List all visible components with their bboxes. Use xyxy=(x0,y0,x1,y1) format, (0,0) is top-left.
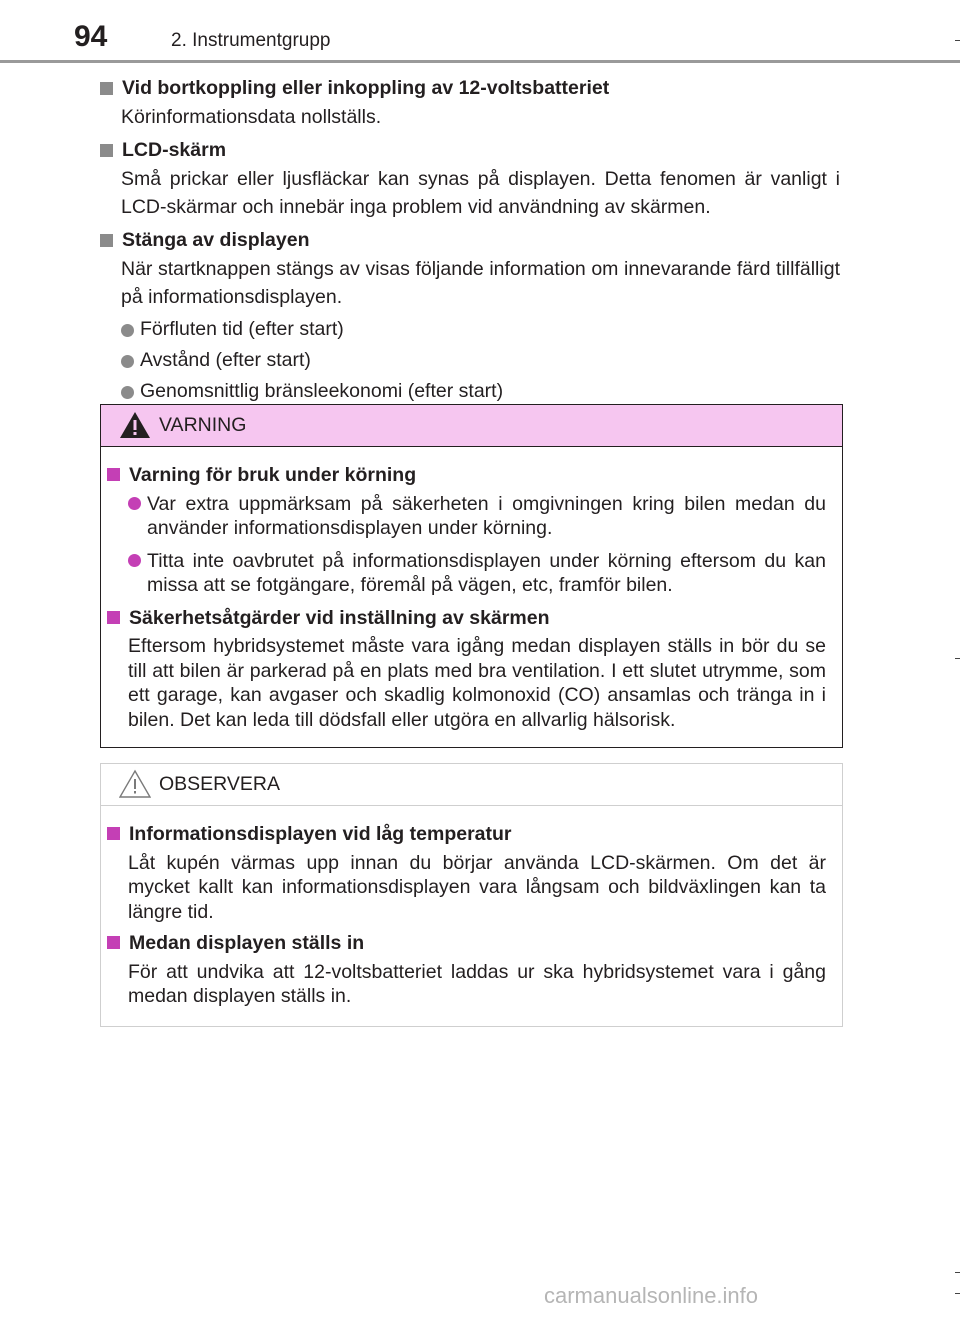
crop-mark xyxy=(955,658,960,659)
square-bullet-icon xyxy=(107,827,120,840)
list-item xyxy=(107,492,826,541)
square-bullet-icon xyxy=(100,234,113,247)
round-bullet-icon xyxy=(128,497,141,510)
warning-item-heading xyxy=(107,463,826,488)
square-bullet-icon xyxy=(100,82,113,95)
crop-mark xyxy=(955,40,960,41)
list-item xyxy=(100,346,840,374)
round-bullet-icon xyxy=(121,355,134,368)
notice-item-heading-text: Medan displayen ställs in xyxy=(129,932,365,954)
warning-item-heading xyxy=(107,606,826,631)
square-bullet-icon xyxy=(107,611,120,624)
section-heading-text: Stänga av displayen xyxy=(122,229,310,251)
list-item xyxy=(100,315,840,343)
section-heading-text: LCD-skärm xyxy=(122,139,227,161)
list-item-text: Förfluten tid (efter start) xyxy=(140,318,344,340)
warning-header xyxy=(101,405,842,447)
warning-item-text: Eftersom hybridsystemet måste vara igång medan displayen ställs in bör du se till att bilen är parkerad på en plats med bra ventilation. I ett slutet utrymme, som ett garage, kan avgaser och skadlig kolmonoxid (CO) ansamlas och tränga in i bilen. Det kan leda till dödsfall eller utgöra en allvarlig hälsorisk. xyxy=(128,635,826,731)
round-bullet-icon xyxy=(121,386,134,399)
section-heading-text: Vid bortkoppling eller inkoppling av 12-voltsbatteriet xyxy=(122,77,610,99)
square-bullet-icon xyxy=(107,936,120,949)
list-item-text: Genomsnittlig bränsleekonomi (efter start) xyxy=(140,380,504,402)
section-heading xyxy=(100,74,840,102)
crop-mark xyxy=(955,1272,960,1273)
notice-item-heading-text: Informationsdisplayen vid låg temperatur xyxy=(129,823,512,845)
warning-item-heading-text: Säkerhetsåtgärder vid inställning av skärmen xyxy=(129,606,550,629)
notice-item-text: Låt kupén värmas upp innan du börjar använda LCD-skärmen. Om det är mycket kallt kan informationsdisplayen vara långsam och bildväxlingen kan ta längre tid. xyxy=(128,851,826,923)
section-heading xyxy=(100,136,840,164)
section-text: När startknappen stängs av visas följande information om innevarande färd tillfälligt på informationsdisplayen. xyxy=(121,258,840,308)
warning-item-heading-text: Varning för bruk under körning xyxy=(129,464,417,486)
list-item-text: Titta inte oavbrutet på informationsdisplayen under körning eftersom du kan missa att se fotgängare, föremål på vägen, etc, framför bilen. xyxy=(147,549,826,596)
page-header xyxy=(0,0,960,62)
section-text: Körinformationsdata nollställs. xyxy=(121,106,382,128)
list-item-text: Var extra uppmärksam på säkerheten i omgivningen kring bilen medan du använder informationsdisplayen under körning. xyxy=(147,492,826,539)
watermark: carmanualsonline.info xyxy=(544,1283,759,1308)
square-bullet-icon xyxy=(100,144,113,157)
list-item xyxy=(100,377,840,405)
notice-body xyxy=(101,806,842,1032)
page-number: 94 xyxy=(74,20,108,53)
round-bullet-icon xyxy=(128,554,141,567)
notice-header xyxy=(101,764,842,806)
chapter-title: 2. Instrumentgrupp xyxy=(171,30,331,51)
section-text: Små prickar eller ljusfläckar kan synas på displayen. Detta fenomen är vanligt i LCD-skärmar och innebär inga problem vid användning av skärmen. xyxy=(121,168,840,218)
round-bullet-icon xyxy=(121,324,134,337)
section-heading xyxy=(100,226,840,254)
warning-box xyxy=(100,404,843,748)
notice-box xyxy=(100,763,843,1027)
list-item xyxy=(107,549,826,598)
notice-title: OBSERVERA xyxy=(159,773,281,795)
list-item-text: Avstånd (efter start) xyxy=(140,349,311,371)
caution-triangle-icon xyxy=(119,769,151,799)
crop-mark xyxy=(955,1293,960,1294)
header-divider xyxy=(0,60,960,63)
notice-item-text: För att undvika att 12-voltsbatteriet laddas ur ska hybridsystemet vara i gång medan displayen ställs in. xyxy=(128,960,826,1007)
main-content xyxy=(100,74,840,408)
square-bullet-icon xyxy=(107,468,120,481)
warning-triangle-icon xyxy=(119,410,151,440)
notice-item-heading xyxy=(107,931,826,956)
warning-title: VARNING xyxy=(159,414,247,436)
warning-body xyxy=(101,447,842,756)
notice-item-heading xyxy=(107,822,826,847)
